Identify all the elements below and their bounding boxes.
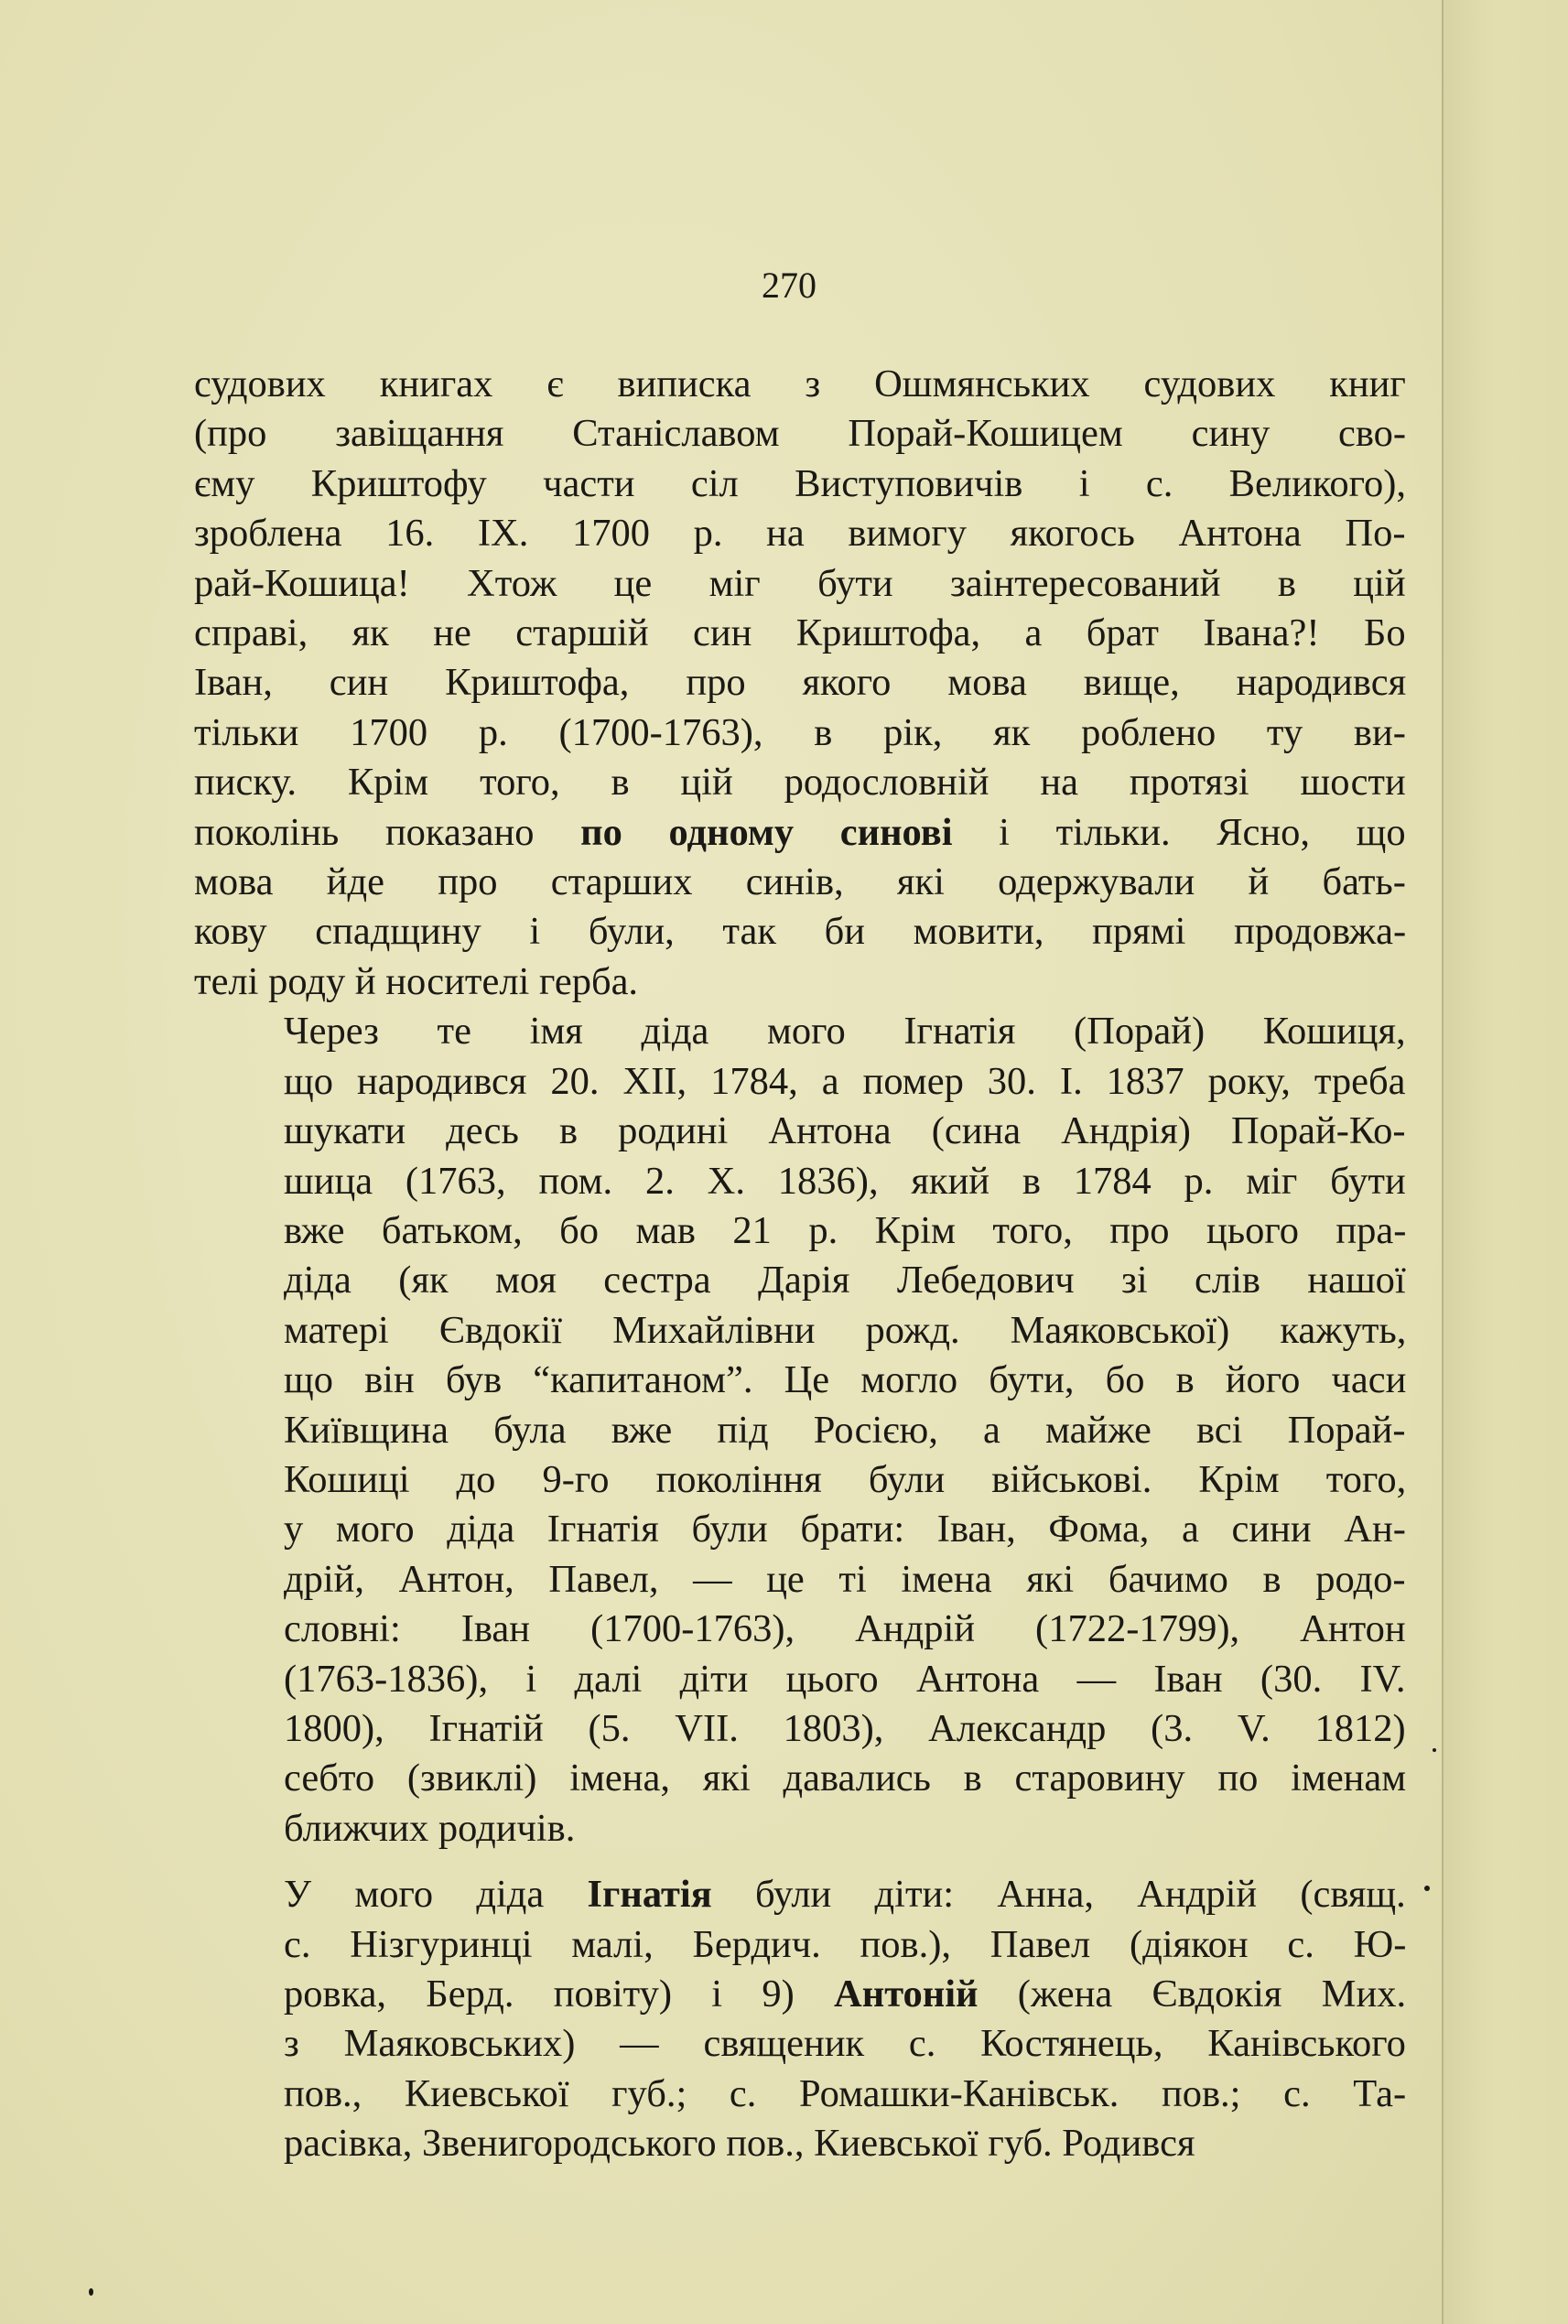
text-line <box>194 1970 1406 2019</box>
text-line: (про завіщання Станіславом Порай-Кошицем сину сво- <box>194 412 1407 456</box>
text-segment: (жена Євдокія Мих. <box>978 1973 1407 2016</box>
text-line: писку. Крім того, в цій родословній на протязі шости <box>194 761 1406 805</box>
paragraph-2 <box>194 1007 1406 1854</box>
scan-speck <box>89 2288 93 2296</box>
text-line: що народився 20. XII, 1784, а помер 30. I. 1837 року, треба <box>284 1059 1406 1103</box>
text-line: тільки 1700 р. (1700-1763), в рік, як роблено ту ви- <box>194 710 1406 754</box>
text-line: ближчих родичів. <box>284 1806 576 1850</box>
bold-emphasis: Ігнатія <box>587 1873 712 1917</box>
text-line: Київщина була вже під Росією, а майже всі Порай- <box>284 1408 1406 1452</box>
text-line: дрій, Антон, Павел, — це ті імена які бачимо в родо- <box>284 1557 1406 1601</box>
text-segment: і тільки. Ясно, що <box>952 810 1406 854</box>
text-line: вже батьком, бо мав 21 р. Крім того, про цього пра- <box>284 1208 1407 1252</box>
text-segment: ровка, Берд. повіту) і 9) <box>284 1973 835 2016</box>
text-line: судових книгах є виписка з Ошмянських судових книг <box>194 362 1406 405</box>
text-line: с. Нізгуринці малі, Бердич. пов.), Павел (діякон с. Ю- <box>284 1922 1407 1966</box>
page-number: 270 <box>762 265 816 306</box>
text-line: справі, як не старшій син Криштофа, а брат Івана?! Бо <box>194 611 1406 655</box>
text-line: єму Криштофу части сіл Виступовичів і с. Великого), <box>194 461 1406 505</box>
text-line: словні: Іван (1700-1763), Андрій (1722-1799), Антон <box>284 1607 1406 1651</box>
text-line <box>194 808 1406 858</box>
adjacent-page-edge <box>1442 0 1568 2324</box>
text-line: з Маяковських) — священик с. Костянець, Канівського <box>284 2022 1406 2066</box>
text-line: 1800), Ігнатій (5. VII. 1803), Александр (3. V. 1812) <box>284 1706 1406 1750</box>
scan-speck <box>1424 1886 1430 1891</box>
text-line: матері Євдокії Михайлівни рожд. Маяковської) кажуть, <box>284 1308 1407 1352</box>
scan-speck <box>1433 1748 1436 1752</box>
text-line: діда (як моя сестра Дарія Лебедович зі слів нашої <box>284 1259 1406 1303</box>
text-line: пов., Киевської губ.; с. Ромашки-Канівськ. пов.; с. Та- <box>284 2071 1407 2115</box>
text-line: Через те імя діда мого Ігнатія (Порай) Кошиця, <box>284 1010 1406 1054</box>
text-line: у мого діда Ігнатія були брати: Іван, Фома, а сини Ан- <box>284 1508 1406 1551</box>
text-segment: поколінь показано <box>194 810 581 854</box>
text-line: зроблена 16. IX. 1700 р. на вимогу якогось Антона По- <box>194 512 1406 556</box>
text-line: Іван, син Криштофа, про якого мова вище, народився <box>194 661 1407 705</box>
text-line: шица (1763, пом. 2. X. 1836), який в 1784 р. міг бути <box>284 1159 1406 1203</box>
text-line: телі роду й носителі герба. <box>194 959 639 1003</box>
text-line: Кошиці до 9-го покоління були військові. Крім того, <box>284 1457 1407 1501</box>
text-line <box>194 1870 1406 1919</box>
text-segment: У мого діда <box>284 1873 588 1917</box>
text-line: кову спадщину і були, так би мовити, прямі продовжа- <box>194 910 1407 954</box>
text-line: (1763-1836), і далі діти цього Антона — Іван (30. IV. <box>284 1657 1406 1701</box>
text-line: шукати десь в родині Антона (сина Андрія) Порай-Ко- <box>284 1109 1406 1153</box>
text-line: рай-Кошица! Хтож це міг бути заінтересований в цій <box>194 561 1406 605</box>
text-line: що він був “капитаном”. Це могло бути, бо в його часи <box>284 1358 1407 1402</box>
bold-emphasis: Антоній <box>834 1973 979 2016</box>
body-text <box>194 360 1406 2169</box>
text-segment: були діти: Анна, Андрій (свящ. <box>711 1873 1406 1917</box>
bold-emphasis: по одному синові <box>580 810 953 854</box>
text-line: себто (звиклі) імена, які давались в старовину по іменам <box>284 1757 1407 1800</box>
paragraph-1 <box>194 360 1406 1007</box>
text-line: расівка, Звенигородського пов., Киевської губ. Родився <box>284 2122 1195 2166</box>
paragraph-3 <box>194 1870 1406 2168</box>
text-line: мова йде про старших синів, які одержували й бать- <box>194 860 1406 904</box>
